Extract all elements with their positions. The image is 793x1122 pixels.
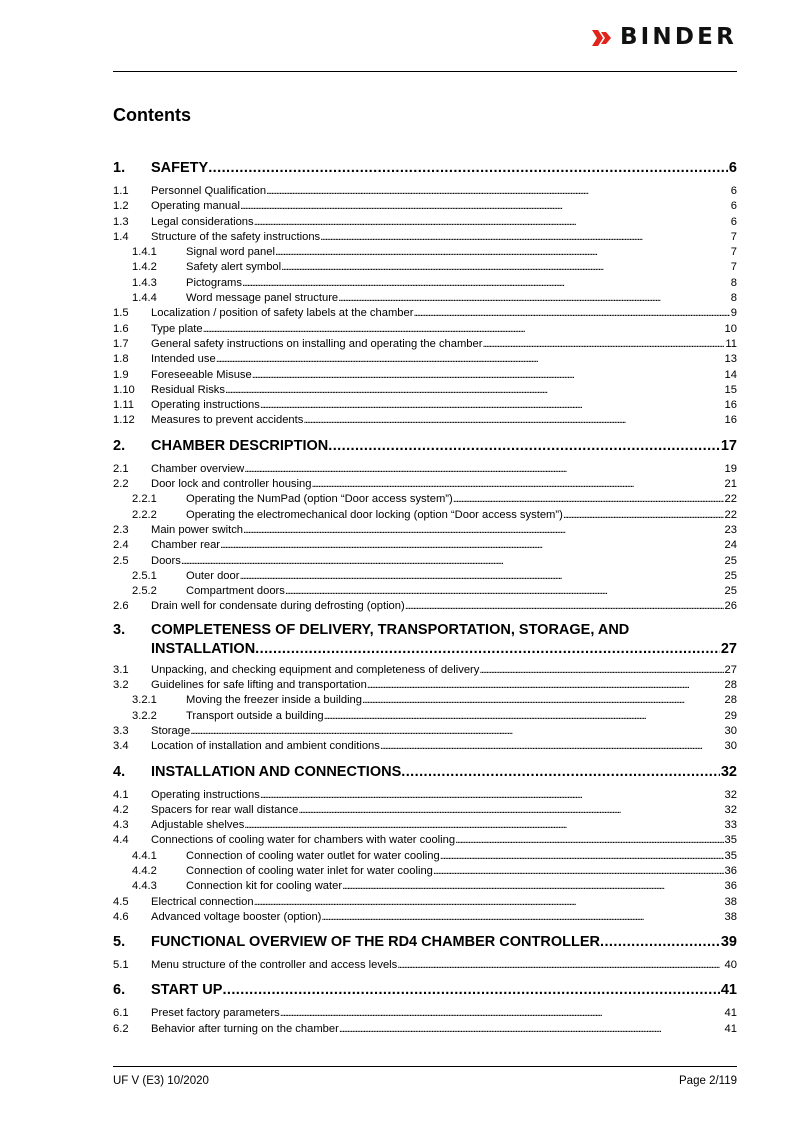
toc-section-entry[interactable]: [113, 477, 737, 492]
toc-entry-number: 4.3: [113, 819, 129, 832]
toc-dot-leader: [240, 199, 730, 214]
toc-entry-title: Door lock and controller housing: [151, 478, 312, 491]
toc-entry-title: Preset factory parameters: [151, 1007, 280, 1020]
toc-entry-title: START UP: [151, 982, 223, 999]
toc-dot-leader: [280, 1006, 724, 1021]
toc-entry-title: Connections of cooling water for chambers with water cooling: [151, 834, 456, 847]
toc-entry-number: 4.5: [113, 895, 129, 908]
toc-dot-leader: [338, 291, 730, 306]
toc-page-number: 10: [724, 322, 737, 335]
toc-entry-number: 2.2.1: [132, 493, 157, 506]
toc-entry-number: 4.4.1: [132, 849, 157, 862]
toc-dot-leader: [225, 383, 724, 398]
toc-entry-title: Unpacking, and checking equipment and completeness of delivery: [151, 663, 480, 676]
toc-chapter-entry[interactable]: [113, 621, 737, 659]
toc-entry-number: 1.5: [113, 307, 129, 320]
toc-subsection-entry[interactable]: [113, 584, 737, 599]
toc-dot-leader: [440, 849, 724, 864]
toc-entry-number: 2.5.2: [132, 585, 157, 598]
toc-chapter-title: INSTALLATION: [151, 640, 256, 657]
toc-entry-number: 6.2: [113, 1022, 129, 1035]
toc-chapter-entry[interactable]: [113, 435, 737, 458]
toc-page-number: 7: [730, 261, 737, 274]
toc-subsection-entry[interactable]: [113, 260, 737, 275]
toc-page-number: 30: [724, 724, 737, 737]
toc-section-entry[interactable]: [113, 803, 737, 818]
toc-entry-title: Localization / position of safety labels at the chamber: [151, 307, 414, 320]
toc-entry-number: 1.4.2: [132, 261, 157, 274]
toc-dot-leader: [252, 368, 724, 383]
toc-entry-number: 6.1: [113, 1007, 129, 1020]
toc-entry-title: Type plate: [151, 322, 203, 335]
toc-dot-leader: [479, 663, 723, 678]
toc-entry-title: Legal considerations: [151, 215, 254, 228]
toc-entry-title: Advanced voltage booster (option): [151, 910, 322, 923]
toc-entry-title: Main power switch: [151, 523, 244, 536]
toc-page-number: 22: [724, 508, 737, 521]
toc-page-number: 7: [730, 246, 737, 259]
toc-entry-number: 1.11: [113, 399, 134, 412]
toc-entry-number: 1.1: [113, 185, 129, 197]
toc-entry-number: 2.2: [113, 478, 129, 491]
toc-entry-title: Outer door: [186, 569, 240, 582]
toc-section-entry[interactable]: [113, 554, 737, 569]
toc-subsection-entry[interactable]: [113, 849, 737, 864]
toc-dot-leader: [181, 554, 724, 569]
toc-page-number: 25: [724, 569, 737, 582]
toc-entry-number: 4.4.2: [132, 864, 157, 877]
toc-dot-leader: [328, 435, 720, 458]
toc-dot-leader: [285, 584, 724, 599]
toc-entry-title: Connection of cooling water outlet for water cooling: [186, 849, 440, 862]
toc-subsection-entry[interactable]: [113, 276, 737, 291]
toc-page-number: 19: [724, 462, 737, 475]
toc-entry-title: Compartment doors: [186, 585, 285, 598]
toc-entry-title: Measures to prevent accidents: [151, 414, 304, 427]
toc-dot-leader: [433, 864, 724, 879]
toc-section-entry[interactable]: [113, 199, 737, 214]
toc-page-number: 36: [724, 864, 737, 877]
table-of-contents: [113, 157, 737, 1037]
toc-entry-number: 4.1: [113, 788, 129, 801]
toc-dot-leader: [208, 157, 728, 180]
toc-page-number: 25: [724, 554, 737, 567]
toc-entry-title: Pictograms: [186, 276, 242, 289]
toc-entry-title: Behavior after turning on the chamber: [151, 1022, 339, 1035]
toc-entry-number: 4.: [113, 763, 126, 780]
toc-page-number: 16: [724, 399, 737, 412]
toc-page-number: 35: [724, 834, 737, 847]
toc-dot-leader: [320, 230, 730, 245]
toc-subsection-entry[interactable]: [113, 693, 737, 708]
toc-entry-number: 1.9: [113, 368, 129, 381]
toc-dot-leader: [239, 569, 723, 584]
toc-section-entry[interactable]: [113, 818, 737, 833]
toc-section-entry[interactable]: [113, 306, 737, 321]
toc-dot-leader: [254, 215, 730, 230]
toc-subsection-entry[interactable]: [113, 709, 737, 724]
toc-entry-number: 2.5.1: [132, 569, 157, 582]
toc-dot-leader: [303, 413, 723, 428]
toc-page-number: 6: [728, 160, 737, 176]
toc-entry-title: Adjustable shelves: [151, 819, 245, 832]
toc-entry-title: Storage: [151, 724, 191, 737]
toc-page-number: 24: [724, 539, 737, 552]
toc-entry-title: Electrical connection: [151, 895, 254, 908]
toc-entry-title: Transport outside a building: [186, 709, 324, 722]
toc-dot-leader: [600, 931, 720, 954]
toc-section-entry[interactable]: [113, 958, 737, 973]
toc-dot-leader: [298, 803, 723, 818]
footer-page-number: Page 2/119: [679, 1075, 737, 1087]
toc-entry-number: 2.1: [113, 462, 129, 475]
toc-page-number: 32: [720, 763, 737, 780]
toc-section-entry[interactable]: [113, 1022, 737, 1037]
toc-dot-leader: [455, 833, 723, 848]
toc-entry-number: 3.2.1: [132, 694, 157, 707]
toc-dot-leader: [244, 818, 723, 833]
toc-entry-title: Connection of cooling water inlet for water cooling: [186, 864, 433, 877]
toc-entry-title: Operating the electromechanical door locking (option “Door access system”): [186, 508, 563, 521]
toc-entry-title: Doors: [151, 554, 181, 567]
toc-chapter-row-first: [113, 621, 737, 639]
toc-dot-leader: [339, 1022, 724, 1037]
toc-dot-leader: [222, 979, 719, 1002]
toc-page-number: 33: [724, 819, 737, 832]
toc-entry-number: 2.3: [113, 523, 129, 536]
toc-subsection-entry[interactable]: [113, 864, 737, 879]
toc-section-entry[interactable]: [113, 352, 737, 367]
toc-section-entry[interactable]: [113, 739, 737, 754]
toc-page-number: 41: [720, 982, 737, 999]
toc-section-entry[interactable]: [113, 910, 737, 925]
toc-dot-leader: [405, 599, 724, 614]
toc-dot-leader: [413, 306, 729, 321]
toc-entry-title: Word message panel structure: [186, 292, 339, 305]
toc-page-number: 6: [730, 185, 737, 197]
toc-entry-title: CHAMBER DESCRIPTION: [151, 437, 329, 454]
toc-entry-number: 2.4: [113, 539, 129, 552]
toc-dot-leader: [203, 322, 724, 337]
toc-dot-leader: [482, 337, 724, 352]
toc-entry-title: Personnel Qualification: [151, 185, 267, 197]
toc-entry-number: 4.4: [113, 834, 129, 847]
toc-chapter-number: 3.: [113, 621, 126, 638]
toc-section-entry[interactable]: [113, 462, 737, 477]
toc-subsection-entry[interactable]: [113, 569, 737, 584]
toc-entry-number: 2.5: [113, 554, 129, 567]
toc-subsection-entry[interactable]: [113, 291, 737, 306]
toc-page-number: 39: [720, 934, 737, 951]
toc-entry-number: 1.12: [113, 414, 135, 427]
toc-entry-title: General safety instructions on installing and operating the chamber: [151, 337, 483, 350]
toc-entry-title: Chamber rear: [151, 539, 221, 552]
toc-dot-leader: [380, 739, 724, 754]
toc-entry-number: 6.: [113, 982, 126, 999]
toc-chapter-entry[interactable]: [113, 761, 737, 784]
toc-page-number: 40: [724, 959, 737, 972]
toc-dot-leader: [401, 761, 720, 784]
toc-dot-leader: [255, 639, 720, 659]
toc-dot-leader: [324, 709, 724, 724]
toc-entry-number: 1.: [113, 160, 126, 176]
toc-entry-number: 1.10: [113, 383, 135, 396]
toc-subsection-entry[interactable]: [113, 879, 737, 894]
toc-entry-number: 1.4: [113, 230, 129, 243]
toc-dot-leader: [260, 788, 724, 803]
toc-section-entry[interactable]: [113, 833, 737, 848]
toc-page-number: 27: [724, 663, 737, 676]
toc-page-number: 14: [724, 368, 737, 381]
toc-section-entry[interactable]: [113, 383, 737, 398]
toc-entry-title: Operating instructions: [151, 399, 260, 412]
toc-section-entry[interactable]: [113, 398, 737, 413]
toc-section-entry[interactable]: [113, 599, 737, 614]
toc-section-entry[interactable]: [113, 1006, 737, 1021]
toc-page-number: 22: [724, 493, 737, 506]
toc-subsection-entry[interactable]: [113, 245, 737, 260]
footer-divider: [113, 1066, 737, 1067]
toc-page-number: 6: [730, 200, 737, 213]
binder-logo-icon: [592, 28, 614, 48]
toc-dot-leader: [311, 477, 723, 492]
toc-page-number: 41: [724, 1007, 737, 1020]
toc-entry-number: 3.2.2: [132, 709, 157, 722]
toc-entry-title: Signal word panel: [186, 246, 275, 259]
toc-dot-leader: [342, 879, 723, 894]
toc-entry-title: FUNCTIONAL OVERVIEW OF THE RD4 CHAMBER CONTROLLER: [151, 934, 600, 951]
toc-entry-title: Foreseeable Misuse: [151, 368, 252, 381]
toc-dot-leader: [275, 245, 730, 260]
toc-page-number: 35: [724, 849, 737, 862]
toc-entry-number: 2.6: [113, 600, 129, 613]
toc-section-entry[interactable]: [113, 413, 737, 428]
toc-page-number: 25: [724, 585, 737, 598]
toc-chapter-entry[interactable]: [113, 931, 737, 954]
toc-page-number: 32: [724, 803, 737, 816]
toc-section-entry[interactable]: [113, 724, 737, 739]
toc-entry-number: 1.4.4: [132, 292, 157, 305]
toc-entry-number: 4.6: [113, 910, 129, 923]
toc-dot-leader: [260, 398, 724, 413]
toc-page-number: 32: [724, 788, 737, 801]
toc-section-entry[interactable]: [113, 230, 737, 245]
toc-entry-number: 4.4.3: [132, 880, 157, 893]
toc-section-entry[interactable]: [113, 663, 737, 678]
toc-entry-title: Operating manual: [151, 200, 240, 213]
toc-page-number: 27: [720, 640, 737, 657]
toc-section-entry[interactable]: [113, 368, 737, 383]
toc-section-entry[interactable]: [113, 215, 737, 230]
toc-dot-leader: [563, 508, 724, 523]
toc-entry-number: 1.8: [113, 353, 129, 366]
header-divider: [113, 71, 737, 72]
toc-entry-number: 5.: [113, 934, 126, 951]
toc-section-entry[interactable]: [113, 322, 737, 337]
toc-entry-number: 1.4.1: [132, 246, 157, 259]
toc-entry-number: 1.3: [113, 215, 129, 228]
toc-entry-number: 3.3: [113, 724, 129, 737]
toc-dot-leader: [321, 910, 723, 925]
toc-dot-leader: [453, 492, 724, 507]
toc-page-number: 38: [724, 910, 737, 923]
toc-dot-leader: [367, 678, 724, 693]
toc-dot-leader: [216, 352, 724, 367]
toc-page-number: 36: [724, 880, 737, 893]
toc-entry-title: Operating instructions: [151, 788, 260, 801]
toc-entry-title: Connection kit for cooling water: [186, 880, 343, 893]
toc-section-entry[interactable]: [113, 184, 737, 199]
toc-entry-title: SAFETY: [151, 160, 209, 176]
toc-page-number: 26: [724, 600, 737, 613]
page-title: Contents: [113, 105, 191, 125]
toc-section-entry[interactable]: [113, 337, 737, 352]
toc-page-number: 29: [724, 709, 737, 722]
toc-dot-leader: [362, 693, 724, 708]
toc-page-number: 30: [724, 740, 737, 753]
footer-document-id: UF V (E3) 10/2020: [113, 1075, 209, 1087]
toc-page-number: 16: [724, 414, 737, 427]
toc-page-number: 8: [730, 292, 737, 305]
toc-dot-leader: [242, 276, 730, 291]
toc-entry-number: 1.4.3: [132, 276, 157, 289]
toc-dot-leader: [220, 538, 724, 553]
toc-page-number: 41: [724, 1022, 737, 1035]
toc-entry-title: INSTALLATION AND CONNECTIONS: [151, 763, 402, 780]
toc-section-entry[interactable]: [113, 788, 737, 803]
toc-page-number: 17: [720, 437, 737, 454]
toc-entry-number: 3.2: [113, 679, 129, 692]
toc-dot-leader: [281, 260, 730, 275]
toc-page-number: 6: [730, 215, 737, 228]
toc-page-number: 13: [724, 353, 737, 366]
brand-logo: [592, 26, 737, 49]
toc-entry-title: Menu structure of the controller and access levels: [151, 959, 398, 972]
toc-page-number: 7: [730, 230, 737, 243]
toc-section-entry[interactable]: [113, 523, 737, 538]
toc-subsection-entry[interactable]: [113, 492, 737, 507]
brand-name: BINDER: [619, 24, 737, 50]
toc-entry-title: Drain well for condensate during defrosting (option): [151, 600, 405, 613]
toc-dot-leader: [254, 895, 724, 910]
toc-page-number: 8: [730, 276, 737, 289]
toc-chapter-entry[interactable]: [113, 979, 737, 1002]
toc-page-number: 21: [724, 478, 737, 491]
toc-page-number: 23: [724, 523, 737, 536]
toc-entry-title: Intended use: [151, 353, 216, 366]
toc-entry-title: Guidelines for safe lifting and transportation: [151, 679, 367, 692]
toc-subsection-entry[interactable]: [113, 508, 737, 523]
toc-chapter-row[interactable]: [113, 639, 737, 659]
toc-chapter-title-line1: COMPLETENESS OF DELIVERY, TRANSPORTATION, STORAGE, AND: [151, 621, 630, 638]
toc-section-entry[interactable]: [113, 538, 737, 553]
toc-entry-title: Structure of the safety instructions: [151, 230, 321, 243]
toc-entry-number: 1.6: [113, 322, 129, 335]
toc-entry-title: Operating the NumPad (option “Door access system”): [186, 493, 453, 506]
toc-entry-title: Moving the freezer inside a building: [186, 694, 362, 707]
toc-dot-leader: [397, 958, 723, 973]
toc-entry-number: 5.1: [113, 959, 129, 972]
toc-page-number: 11: [725, 337, 737, 350]
toc-section-entry[interactable]: [113, 895, 737, 910]
toc-page-number: 28: [724, 679, 737, 692]
toc-entry-number: 2.2.2: [132, 508, 157, 521]
toc-section-entry[interactable]: [113, 678, 737, 693]
toc-entry-title: Chamber overview: [151, 462, 245, 475]
toc-dot-leader: [243, 523, 724, 538]
toc-entry-number: 3.1: [113, 663, 129, 676]
toc-entry-title: Spacers for rear wall distance: [151, 803, 299, 816]
toc-entry-number: 3.4: [113, 740, 129, 753]
toc-dot-leader: [190, 724, 723, 739]
toc-entry-title: Safety alert symbol: [186, 261, 282, 274]
toc-entry-title: Residual Risks: [151, 383, 225, 396]
toc-entry-title: Location of installation and ambient conditions: [151, 740, 380, 753]
toc-entry-number: 2.: [113, 437, 126, 454]
toc-dot-leader: [244, 462, 723, 477]
toc-page-number: 38: [724, 895, 737, 908]
toc-page-number: 15: [724, 383, 737, 396]
toc-page-number: 9: [730, 307, 737, 320]
toc-dot-leader: [266, 184, 730, 199]
toc-chapter-entry[interactable]: [113, 157, 737, 180]
toc-page-number: 28: [724, 694, 737, 707]
toc-entry-number: 4.2: [113, 803, 129, 816]
toc-entry-number: 1.7: [113, 337, 129, 350]
toc-entry-number: 1.2: [113, 200, 129, 213]
